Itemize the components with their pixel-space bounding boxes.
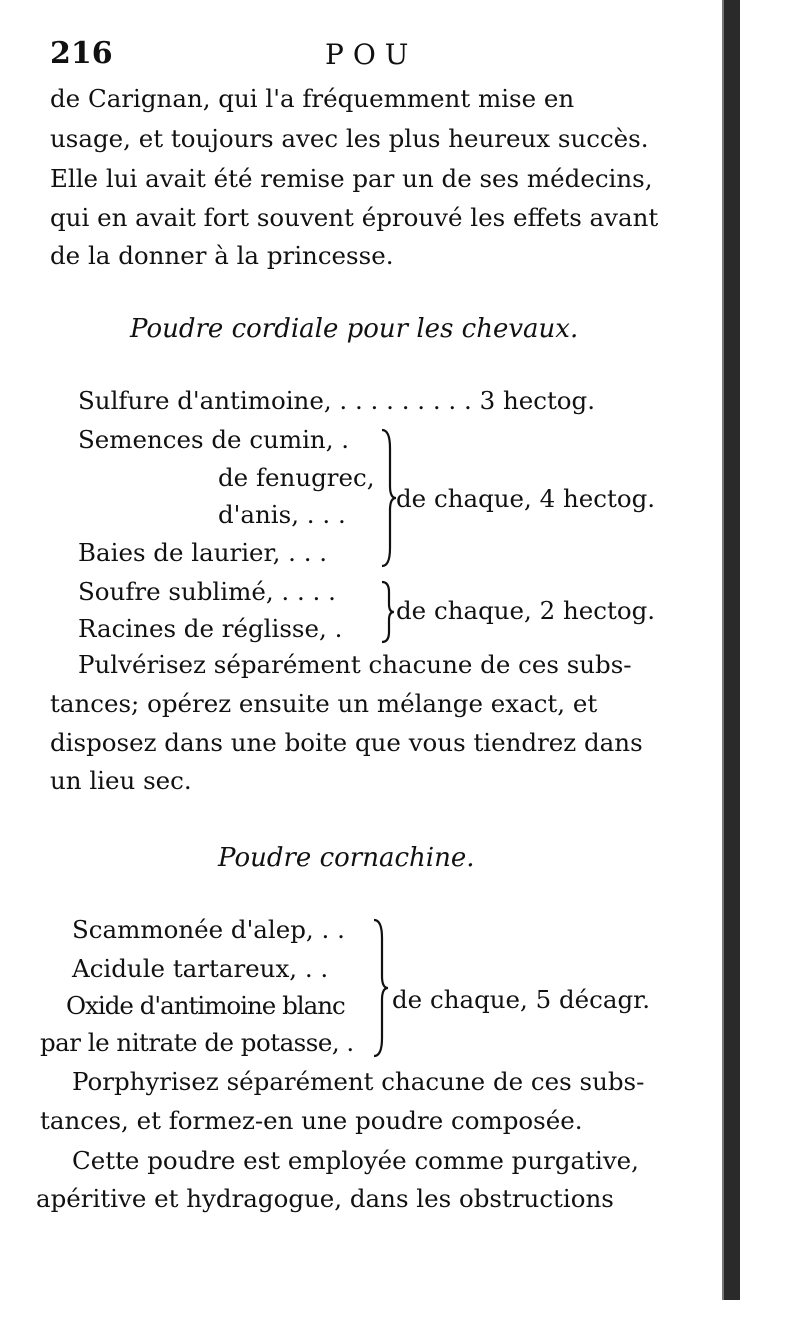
- ingredient-line: Sulfure d'antimoine, . . . . . . . . . 3 hectog.: [78, 386, 596, 415]
- page-gutter-shadow: [724, 0, 740, 1300]
- ingredient-item: Acidule tartareux, . .: [72, 954, 329, 983]
- ingredient-item: Soufre sublimé, . . . .: [78, 577, 336, 606]
- running-head: POU: [325, 38, 418, 71]
- paragraph-line: de la donner à la princesse.: [50, 241, 394, 270]
- dose-label: de chaque, 2 hectog.: [396, 596, 656, 625]
- section-title: Poudre cordiale pour les chevaux.: [130, 314, 579, 344]
- paragraph-line: apéritive et hydragogue, dans les obstructions: [36, 1184, 614, 1213]
- paragraph-line: tances; opérez ensuite un mélange exact, et: [50, 689, 598, 718]
- paragraph-line: disposez dans une boite que vous tiendrez dans: [50, 728, 643, 757]
- dose-label: de chaque, 5 décagr.: [392, 985, 650, 1014]
- brace-icon: [372, 918, 390, 1058]
- ingredient-item: par le nitrate de potasse, .: [40, 1028, 354, 1057]
- ingredient-item: Oxide d'antimoine blanc: [66, 991, 345, 1020]
- ingredient-item: Racines de réglisse, .: [78, 614, 343, 643]
- paragraph-line: de Carignan, qui l'a fréquemment mise en: [50, 84, 575, 113]
- ingredient-item: Semences de cumin, .: [78, 425, 350, 454]
- ingredient-item: de fenugrec,: [218, 463, 375, 492]
- paragraph-line: Pulvérisez séparément chacune de ces subs-: [78, 650, 632, 679]
- section-title: Poudre cornachine.: [218, 843, 475, 873]
- paragraph-line: Cette poudre est employée comme purgative,: [72, 1146, 639, 1175]
- paragraph-line: tances, et formez-en une poudre composée.: [40, 1106, 583, 1135]
- paragraph-line: Elle lui avait été remise par un de ses médecins,: [50, 164, 653, 193]
- ingredient-item: d'anis, . . .: [218, 500, 346, 529]
- brace-icon: [380, 580, 396, 644]
- paragraph-line: usage, et toujours avec les plus heureux succès.: [50, 124, 649, 153]
- ingredient-item: Baies de laurier, . . .: [78, 538, 328, 567]
- paragraph-line: qui en avait fort souvent éprouvé les effets avant: [50, 203, 659, 232]
- page-number: 216: [50, 36, 113, 71]
- ingredient-item: Scammonée d'alep, . .: [72, 915, 345, 944]
- dose-label: de chaque, 4 hectog.: [396, 484, 656, 513]
- paragraph-line: Porphyrisez séparément chacune de ces subs-: [72, 1067, 645, 1096]
- paragraph-line: un lieu sec.: [50, 766, 192, 795]
